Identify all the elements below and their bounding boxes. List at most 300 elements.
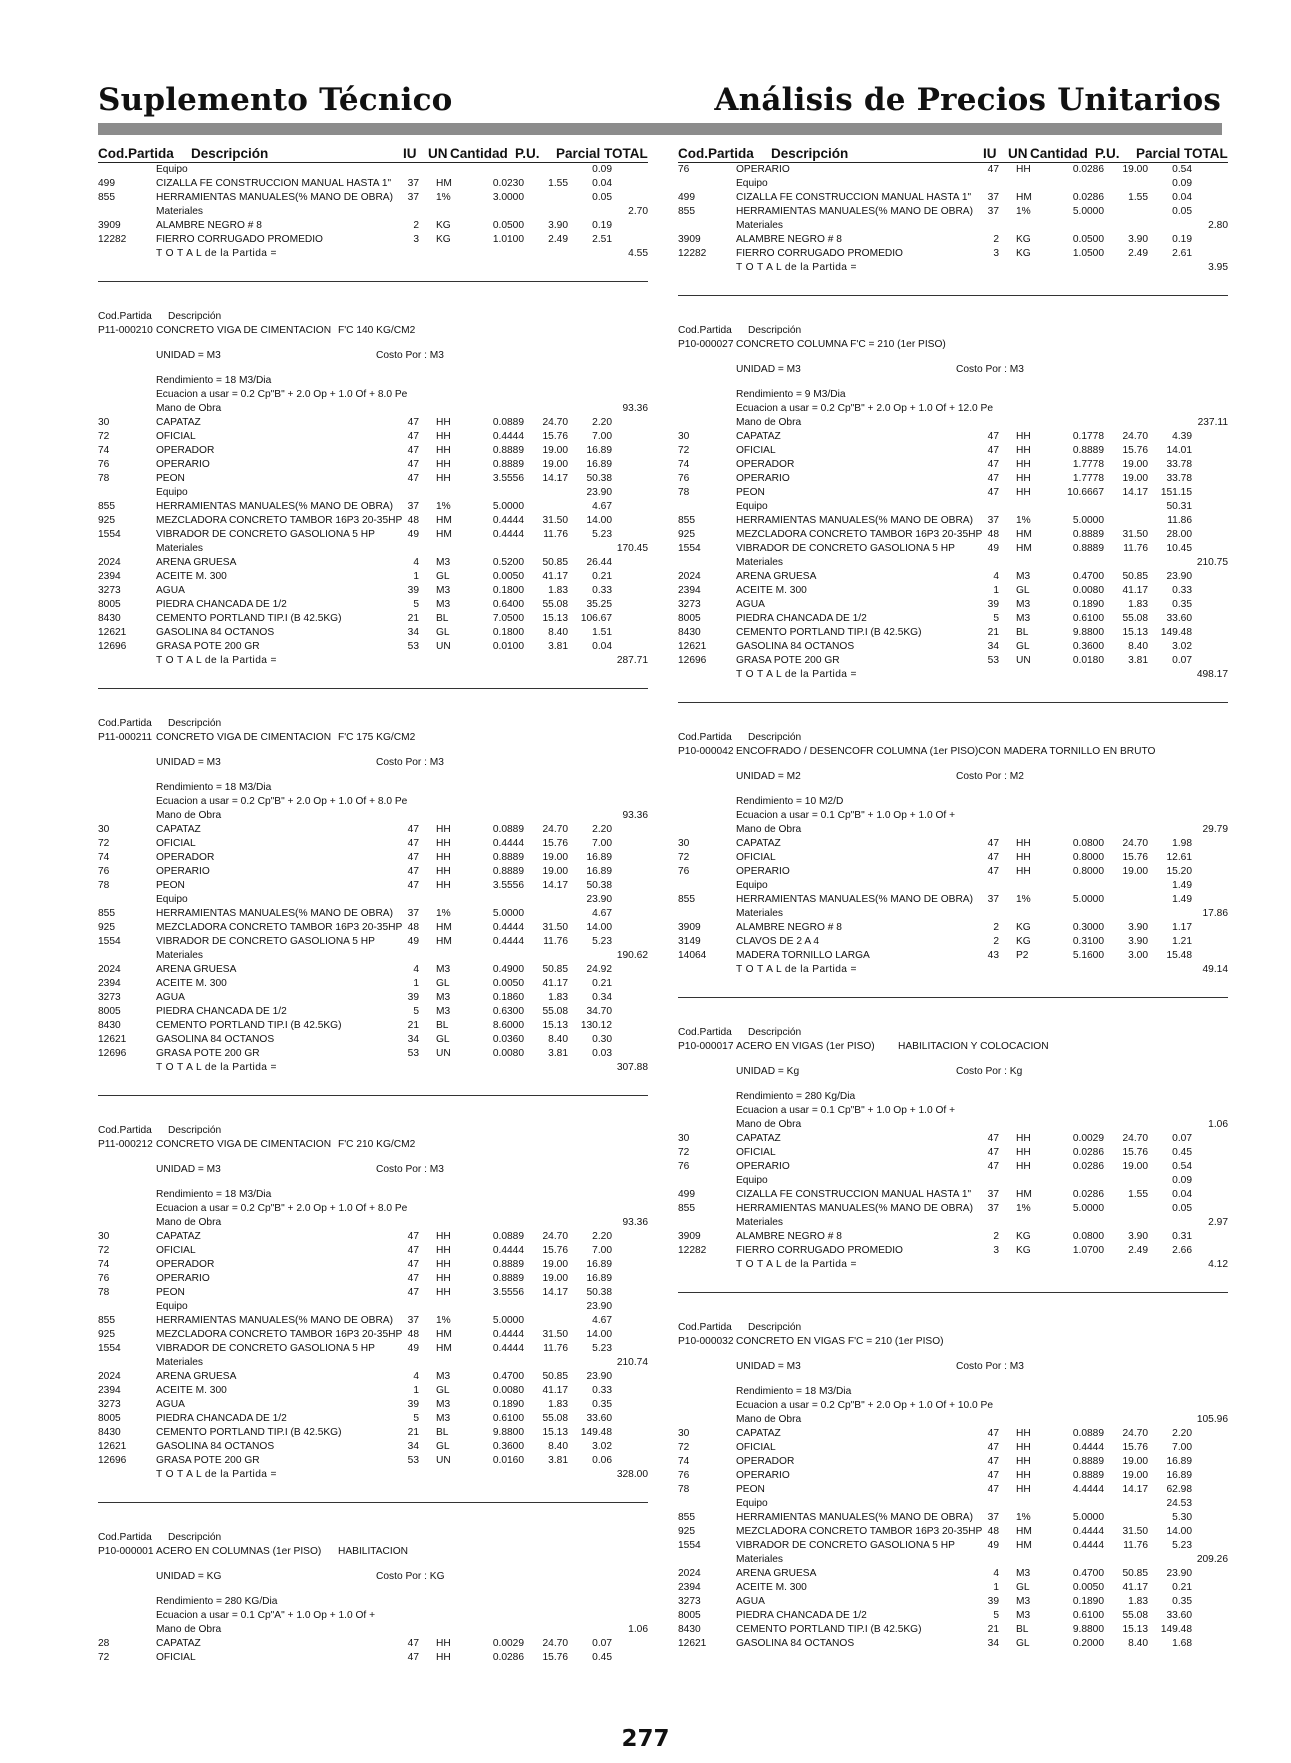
cell-parcial: 50.38 bbox=[586, 473, 612, 484]
cell-code: 72 bbox=[678, 852, 690, 863]
table-row bbox=[678, 1174, 1228, 1188]
cell-cantidad: 0.4444 bbox=[492, 1343, 524, 1354]
partida-code: P10-000001 bbox=[98, 1546, 154, 1557]
unidad: UNIDAD = M3 bbox=[736, 1361, 801, 1372]
cell-parcial: 0.21 bbox=[592, 571, 612, 582]
cell-pu: 55.08 bbox=[542, 1006, 568, 1017]
cell-pu: 31.50 bbox=[542, 515, 568, 526]
unidad-row bbox=[98, 1163, 648, 1177]
cell-un: 1% bbox=[436, 1315, 451, 1326]
cell-iu: 47 bbox=[987, 1456, 999, 1467]
header-right-title: Análisis de Precios Unitarios bbox=[714, 82, 1221, 118]
cell-parcial: 14.01 bbox=[1166, 445, 1192, 456]
rendimiento-row bbox=[678, 795, 1228, 809]
cell-pu: 1.83 bbox=[1128, 1596, 1148, 1607]
cell-parcial: 1.21 bbox=[1172, 936, 1192, 947]
cell-iu: 1 bbox=[993, 1582, 999, 1593]
cell-un: HH bbox=[436, 1231, 451, 1242]
cell-description: AGUA bbox=[736, 1596, 765, 1607]
col-cant-header: Cantidad bbox=[450, 146, 508, 161]
cell-description: AGUA bbox=[156, 585, 185, 596]
cell-description: Mano de Obra bbox=[736, 1414, 802, 1425]
cell-cantidad: 0.0889 bbox=[492, 1231, 524, 1242]
spacer bbox=[678, 352, 1228, 363]
cell-pu: 55.08 bbox=[542, 599, 568, 610]
cell-description: Mano de Obra bbox=[156, 403, 222, 414]
cell-pu: 19.00 bbox=[1122, 473, 1148, 484]
partida-title-row bbox=[98, 324, 648, 338]
cell-un: HH bbox=[436, 866, 451, 877]
cell-code: 2394 bbox=[678, 585, 701, 596]
cell-un: KG bbox=[436, 220, 451, 231]
cell-parcial: 0.04 bbox=[592, 641, 612, 652]
table-row bbox=[678, 1553, 1228, 1567]
cell-iu: 37 bbox=[987, 1512, 999, 1523]
unidad-row bbox=[678, 1360, 1228, 1374]
cell-iu: 34 bbox=[407, 1441, 419, 1452]
descripcion-label: Descripción bbox=[168, 1532, 222, 1543]
cell-un: HH bbox=[1016, 164, 1031, 175]
cell-un: HH bbox=[1016, 459, 1031, 470]
cell-parcial: 2.20 bbox=[1172, 1428, 1192, 1439]
cell-un: HH bbox=[436, 852, 451, 863]
cell-un: HH bbox=[1016, 445, 1031, 456]
cell-un: HH bbox=[1016, 1428, 1031, 1439]
cell-iu: 1 bbox=[993, 585, 999, 596]
cell-parcial: 23.90 bbox=[586, 894, 612, 905]
col-desc-header: Descripción bbox=[191, 146, 269, 161]
descripcion-label: Descripción bbox=[748, 732, 802, 743]
costo-por: Costo Por : M3 bbox=[376, 757, 444, 768]
descripcion-label: Descripción bbox=[748, 1027, 802, 1038]
cell-parcial: 2.20 bbox=[592, 824, 612, 835]
cell-cantidad: 0.4444 bbox=[492, 431, 524, 442]
descripcion-label: Descripción bbox=[168, 1125, 222, 1136]
cell-un: BL bbox=[1016, 1624, 1029, 1635]
cell-pu: 19.00 bbox=[1122, 164, 1148, 175]
cell-cantidad: 0.2000 bbox=[1072, 1638, 1104, 1649]
table-row bbox=[678, 1244, 1228, 1258]
cell-cantidad: 0.0286 bbox=[1072, 1161, 1104, 1172]
table-row bbox=[98, 935, 648, 949]
cell-description: Materiales bbox=[156, 543, 203, 554]
cell-description: OPERARIO bbox=[156, 1273, 210, 1284]
unidad: UNIDAD = M3 bbox=[156, 350, 221, 361]
cell-description: T O T A L de la Partida = bbox=[736, 964, 857, 975]
cell-parcial: 0.21 bbox=[592, 978, 612, 989]
cell-code: 925 bbox=[678, 529, 695, 540]
cell-description: FIERRO CORRUGADO PROMEDIO bbox=[736, 248, 903, 259]
cell-code: 1554 bbox=[98, 1343, 121, 1354]
spacer bbox=[98, 338, 648, 349]
right-column bbox=[678, 140, 1228, 1651]
cell-iu: 37 bbox=[407, 908, 419, 919]
col-desc-header: Descripción bbox=[771, 146, 849, 161]
cell-parcial: 16.89 bbox=[586, 445, 612, 456]
table-row bbox=[98, 1272, 648, 1286]
cell-pu: 3.81 bbox=[1128, 655, 1148, 666]
cell-cantidad: 0.1890 bbox=[1072, 1596, 1104, 1607]
partida-spec: F'C 175 KG/CM2 bbox=[338, 732, 416, 743]
unidad-row bbox=[98, 756, 648, 770]
unidad-row bbox=[98, 1570, 648, 1584]
descripcion-label: Descripción bbox=[168, 718, 222, 729]
cell-iu: 2 bbox=[993, 936, 999, 947]
cell-description: ACEITE M. 300 bbox=[736, 1582, 807, 1593]
cell-code: 72 bbox=[98, 1245, 110, 1256]
cell-iu: 3 bbox=[993, 248, 999, 259]
table-row bbox=[678, 1188, 1228, 1202]
cell-cantidad: 0.4444 bbox=[492, 1245, 524, 1256]
cell-un: KG bbox=[1016, 922, 1031, 933]
cell-pu: 3.90 bbox=[1128, 234, 1148, 245]
cell-cantidad: 0.4444 bbox=[492, 529, 524, 540]
cell-pu: 3.90 bbox=[548, 220, 568, 231]
cell-parcial: 16.89 bbox=[586, 459, 612, 470]
cell-total: 3.95 bbox=[1208, 262, 1228, 273]
cell-iu: 21 bbox=[987, 1624, 999, 1635]
cell-code: 72 bbox=[678, 1442, 690, 1453]
cell-description: PEON bbox=[736, 487, 765, 498]
rendimiento: Rendimiento = 18 M3/Dia bbox=[156, 782, 272, 793]
rendimiento-row bbox=[98, 374, 648, 388]
cell-iu: 1 bbox=[413, 978, 419, 989]
cell-description: Materiales bbox=[736, 1217, 783, 1228]
cell-total: 2.70 bbox=[628, 206, 648, 217]
cell-code: 855 bbox=[678, 1203, 695, 1214]
cell-code: 855 bbox=[98, 192, 115, 203]
cell-description: OPERADOR bbox=[736, 459, 795, 470]
cell-cantidad: 3.0000 bbox=[492, 192, 524, 203]
cell-code: 1554 bbox=[98, 936, 121, 947]
table-row bbox=[678, 1637, 1228, 1651]
cell-code: 30 bbox=[678, 1133, 690, 1144]
ecuacion-row bbox=[678, 1399, 1228, 1413]
cell-un: HM bbox=[436, 515, 452, 526]
cell-code: 12621 bbox=[678, 641, 707, 652]
rendimiento: Rendimiento = 280 KG/Dia bbox=[156, 1596, 278, 1607]
cell-description: OFICIAL bbox=[156, 431, 196, 442]
ecuacion-row bbox=[678, 402, 1228, 416]
cell-iu: 48 bbox=[407, 922, 419, 933]
cell-un: M3 bbox=[1016, 1610, 1031, 1621]
cell-un: HH bbox=[436, 1245, 451, 1256]
cell-code: 12621 bbox=[678, 1638, 707, 1649]
cell-un: GL bbox=[1016, 585, 1030, 596]
costo-por: Costo Por : M3 bbox=[376, 350, 444, 361]
cell-un: HH bbox=[436, 1259, 451, 1270]
section-divider bbox=[98, 281, 648, 282]
section-divider bbox=[678, 295, 1228, 296]
cell-cantidad: 0.1890 bbox=[492, 1399, 524, 1410]
cell-code: 499 bbox=[678, 192, 695, 203]
table-row bbox=[678, 654, 1228, 668]
cell-cantidad: 0.8889 bbox=[1072, 543, 1104, 554]
cell-iu: 53 bbox=[407, 641, 419, 652]
ecuacion: Ecuacion a usar = 0.2 Cp"B" + 2.0 Op + 1.0 Of + 8.0 Pe bbox=[156, 1203, 408, 1214]
table-row bbox=[678, 556, 1228, 570]
cell-cantidad: 0.0500 bbox=[1072, 234, 1104, 245]
cell-cantidad: 1.7778 bbox=[1072, 473, 1104, 484]
cell-code: 76 bbox=[98, 866, 110, 877]
cell-code: 30 bbox=[98, 417, 110, 428]
cell-un: GL bbox=[1016, 1582, 1030, 1593]
cell-description: CAPATAZ bbox=[736, 431, 781, 442]
cell-description: Materiales bbox=[736, 220, 783, 231]
cell-pu: 15.13 bbox=[542, 1427, 568, 1438]
cell-cantidad: 0.0050 bbox=[1072, 1582, 1104, 1593]
table-row bbox=[98, 205, 648, 219]
total-row bbox=[98, 654, 648, 668]
cell-description: MEZCLADORA CONCRETO TAMBOR 16P3 20-35HP bbox=[156, 1329, 403, 1340]
cell-parcial: 24.53 bbox=[1166, 1498, 1192, 1509]
unidad: UNIDAD = Kg bbox=[736, 1066, 800, 1077]
cell-un: HH bbox=[436, 1273, 451, 1284]
cell-un: HH bbox=[436, 431, 451, 442]
cell-code: 8430 bbox=[678, 1624, 701, 1635]
cell-parcial: 0.19 bbox=[1172, 234, 1192, 245]
cell-pu: 50.85 bbox=[1122, 1568, 1148, 1579]
cell-cantidad: 0.6300 bbox=[492, 1006, 524, 1017]
cell-un: M3 bbox=[436, 1006, 451, 1017]
cell-cantidad: 9.8800 bbox=[1072, 627, 1104, 638]
cell-un: BL bbox=[436, 1020, 449, 1031]
cell-total: 1.06 bbox=[1208, 1119, 1228, 1130]
cell-pu: 3.90 bbox=[1128, 936, 1148, 947]
cell-description: GRASA POTE 200 GR bbox=[736, 655, 840, 666]
cell-parcial: 5.30 bbox=[1172, 1512, 1192, 1523]
cell-description: GASOLINA 84 OCTANOS bbox=[156, 1034, 275, 1045]
cell-code: 2024 bbox=[678, 1568, 701, 1579]
cell-iu: 21 bbox=[407, 1427, 419, 1438]
partida-label: Cod.Partida bbox=[678, 1322, 732, 1333]
cell-code: 78 bbox=[98, 1287, 110, 1298]
cell-pu: 1.83 bbox=[548, 1399, 568, 1410]
cell-pu: 2.49 bbox=[1128, 1245, 1148, 1256]
right-body bbox=[678, 163, 1228, 1651]
cell-total: 93.36 bbox=[622, 1217, 648, 1228]
cell-un: HM bbox=[436, 922, 452, 933]
cell-pu: 41.17 bbox=[542, 978, 568, 989]
cell-un: GL bbox=[1016, 1638, 1030, 1649]
table-row bbox=[98, 612, 648, 626]
cell-description: OPERARIO bbox=[736, 1470, 790, 1481]
cell-description: Equipo bbox=[736, 178, 768, 189]
cell-code: 3273 bbox=[98, 992, 121, 1003]
table-row bbox=[98, 907, 648, 921]
cell-un: GL bbox=[436, 1034, 450, 1045]
table-row bbox=[678, 1609, 1228, 1623]
cell-iu: 53 bbox=[407, 1048, 419, 1059]
cell-cantidad: 7.0500 bbox=[492, 613, 524, 624]
cell-un: KG bbox=[436, 234, 451, 245]
cell-parcial: 149.48 bbox=[1160, 1624, 1192, 1635]
cell-pu: 50.85 bbox=[542, 1371, 568, 1382]
cell-code: 12282 bbox=[678, 248, 707, 259]
cell-parcial: 0.09 bbox=[1172, 178, 1192, 189]
table-row bbox=[98, 963, 648, 977]
cell-description: ACEITE M. 300 bbox=[156, 571, 227, 582]
cell-cantidad: 0.0500 bbox=[492, 220, 524, 231]
table-row bbox=[678, 823, 1228, 837]
cell-total: 4.55 bbox=[628, 248, 648, 259]
cell-code: 12696 bbox=[98, 1048, 127, 1059]
cell-iu: 47 bbox=[407, 1245, 419, 1256]
cell-code: 8430 bbox=[98, 1020, 121, 1031]
cell-cantidad: 0.1778 bbox=[1072, 431, 1104, 442]
col-parcial-header: Parcial bbox=[556, 146, 601, 161]
partida-label: Cod.Partida bbox=[98, 1125, 152, 1136]
cell-iu: 4 bbox=[413, 557, 419, 568]
cell-pu: 1.83 bbox=[548, 992, 568, 1003]
cell-total: 210.75 bbox=[1196, 557, 1228, 568]
cell-iu: 47 bbox=[987, 1484, 999, 1495]
cell-code: 2024 bbox=[98, 964, 121, 975]
cell-description: Equipo bbox=[736, 501, 768, 512]
cell-pu: 14.17 bbox=[1122, 1484, 1148, 1495]
cell-cantidad: 0.3100 bbox=[1072, 936, 1104, 947]
cell-iu: 39 bbox=[407, 585, 419, 596]
cell-code: 8005 bbox=[678, 613, 701, 624]
cell-code: 2024 bbox=[98, 557, 121, 568]
cell-cantidad: 0.0160 bbox=[492, 1455, 524, 1466]
cell-code: 76 bbox=[678, 1470, 690, 1481]
cell-un: HM bbox=[1016, 1540, 1032, 1551]
cell-parcial: 33.78 bbox=[1166, 459, 1192, 470]
cell-cantidad: 0.0286 bbox=[1072, 164, 1104, 175]
table-row bbox=[678, 1146, 1228, 1160]
unidad-row bbox=[678, 363, 1228, 377]
cell-pu: 15.76 bbox=[542, 838, 568, 849]
cell-description: OPERARIO bbox=[736, 164, 790, 175]
cell-total: 29.79 bbox=[1202, 824, 1228, 835]
cell-pu: 15.76 bbox=[542, 431, 568, 442]
ecuacion: Ecuacion a usar = 0.2 Cp"B" + 2.0 Op + 1.0 Of + 8.0 Pe bbox=[156, 389, 408, 400]
spacer bbox=[678, 759, 1228, 770]
cell-description: Equipo bbox=[156, 487, 188, 498]
costo-por: Costo Por : M3 bbox=[956, 364, 1024, 375]
unidad: UNIDAD = M3 bbox=[156, 757, 221, 768]
cell-description: ARENA GRUESA bbox=[156, 557, 237, 568]
table-row bbox=[98, 893, 648, 907]
cell-cantidad: 0.4700 bbox=[492, 1371, 524, 1382]
cell-total: 2.80 bbox=[1208, 220, 1228, 231]
cell-code: 855 bbox=[98, 1315, 115, 1326]
table-row bbox=[678, 1595, 1228, 1609]
cell-description: OFICIAL bbox=[736, 1147, 776, 1158]
rendimiento: Rendimiento = 18 M3/Dia bbox=[736, 1386, 852, 1397]
table-row bbox=[678, 444, 1228, 458]
cell-cantidad: 1.0100 bbox=[492, 234, 524, 245]
cell-code: 499 bbox=[678, 1189, 695, 1200]
table-row bbox=[678, 1623, 1228, 1637]
cell-parcial: 3.02 bbox=[592, 1441, 612, 1452]
left-body bbox=[98, 163, 648, 1665]
table-row bbox=[678, 1497, 1228, 1511]
cell-description: Materiales bbox=[156, 950, 203, 961]
cell-iu: 47 bbox=[407, 880, 419, 891]
table-row bbox=[678, 472, 1228, 486]
cell-iu: 47 bbox=[407, 417, 419, 428]
cell-cantidad: 0.4700 bbox=[1072, 1568, 1104, 1579]
table-row bbox=[98, 514, 648, 528]
cell-code: 855 bbox=[98, 501, 115, 512]
cell-code: 76 bbox=[678, 866, 690, 877]
cell-description: CAPATAZ bbox=[156, 1638, 201, 1649]
cell-un: 1% bbox=[1016, 1512, 1031, 1523]
cell-pu: 15.76 bbox=[1122, 445, 1148, 456]
table-row bbox=[98, 1216, 648, 1230]
cell-cantidad: 5.1600 bbox=[1072, 950, 1104, 961]
table-row bbox=[98, 486, 648, 500]
cell-pu: 15.76 bbox=[542, 1245, 568, 1256]
table-row bbox=[678, 191, 1228, 205]
table-row bbox=[678, 1539, 1228, 1553]
cell-code: 78 bbox=[678, 1484, 690, 1495]
cell-pu: 1.83 bbox=[548, 585, 568, 596]
cell-parcial: 0.33 bbox=[592, 1385, 612, 1396]
cell-pu: 50.85 bbox=[542, 964, 568, 975]
cell-un: HH bbox=[436, 1287, 451, 1298]
cell-description: Materiales bbox=[736, 908, 783, 919]
partida-code: P11-000212 bbox=[98, 1139, 153, 1150]
cell-un: UN bbox=[1016, 655, 1031, 666]
cell-total: 190.62 bbox=[616, 950, 648, 961]
table-row bbox=[98, 1426, 648, 1440]
cell-description: OPERARIO bbox=[156, 459, 210, 470]
cell-description: HERRAMIENTAS MANUALES(% MANO DE OBRA) bbox=[156, 1315, 393, 1326]
cell-un: HM bbox=[1016, 1189, 1032, 1200]
cell-description: ALAMBRE NEGRO # 8 bbox=[156, 220, 262, 231]
col-iu-header: IU bbox=[403, 146, 417, 161]
cell-description: CAPATAZ bbox=[736, 1428, 781, 1439]
cell-code: 72 bbox=[98, 1652, 110, 1663]
cell-cantidad: 0.8889 bbox=[1072, 529, 1104, 540]
table-row bbox=[678, 626, 1228, 640]
cell-parcial: 0.30 bbox=[592, 1034, 612, 1045]
cell-code: 30 bbox=[98, 1231, 110, 1242]
cell-parcial: 24.92 bbox=[586, 964, 612, 975]
cell-parcial: 0.45 bbox=[592, 1652, 612, 1663]
total-row bbox=[98, 1061, 648, 1075]
cell-pu: 11.76 bbox=[543, 936, 568, 947]
cell-iu: 21 bbox=[407, 613, 419, 624]
cell-iu: 47 bbox=[407, 852, 419, 863]
cell-iu: 48 bbox=[407, 1329, 419, 1340]
cell-description: CIZALLA FE CONSTRUCCION MANUAL HASTA 1" bbox=[156, 178, 392, 189]
cell-description: MEZCLADORA CONCRETO TAMBOR 16P3 20-35HP bbox=[156, 922, 403, 933]
ecuacion-row bbox=[98, 388, 648, 402]
cell-pu: 11.76 bbox=[1123, 543, 1148, 554]
cell-pu: 3.81 bbox=[548, 1048, 568, 1059]
cell-cantidad: 5.0000 bbox=[492, 908, 524, 919]
cell-cantidad: 0.4444 bbox=[1072, 1442, 1104, 1453]
cell-code: 8005 bbox=[98, 1413, 121, 1424]
spacer bbox=[98, 1177, 648, 1188]
header-bar bbox=[98, 123, 1222, 135]
partida-title: CONCRETO COLUMNA F'C = 210 (1er PISO) bbox=[736, 339, 946, 350]
cell-cantidad: 0.0029 bbox=[1072, 1133, 1104, 1144]
cell-code: 12696 bbox=[678, 655, 707, 666]
cell-iu: 34 bbox=[987, 641, 999, 652]
left-column bbox=[98, 140, 648, 1665]
table-row bbox=[98, 851, 648, 865]
cell-parcial: 0.54 bbox=[1172, 1161, 1192, 1172]
table-row bbox=[98, 458, 648, 472]
cell-pu: 19.00 bbox=[1122, 1161, 1148, 1172]
cell-parcial: 14.00 bbox=[586, 922, 612, 933]
cell-pu: 3.00 bbox=[1128, 950, 1148, 961]
